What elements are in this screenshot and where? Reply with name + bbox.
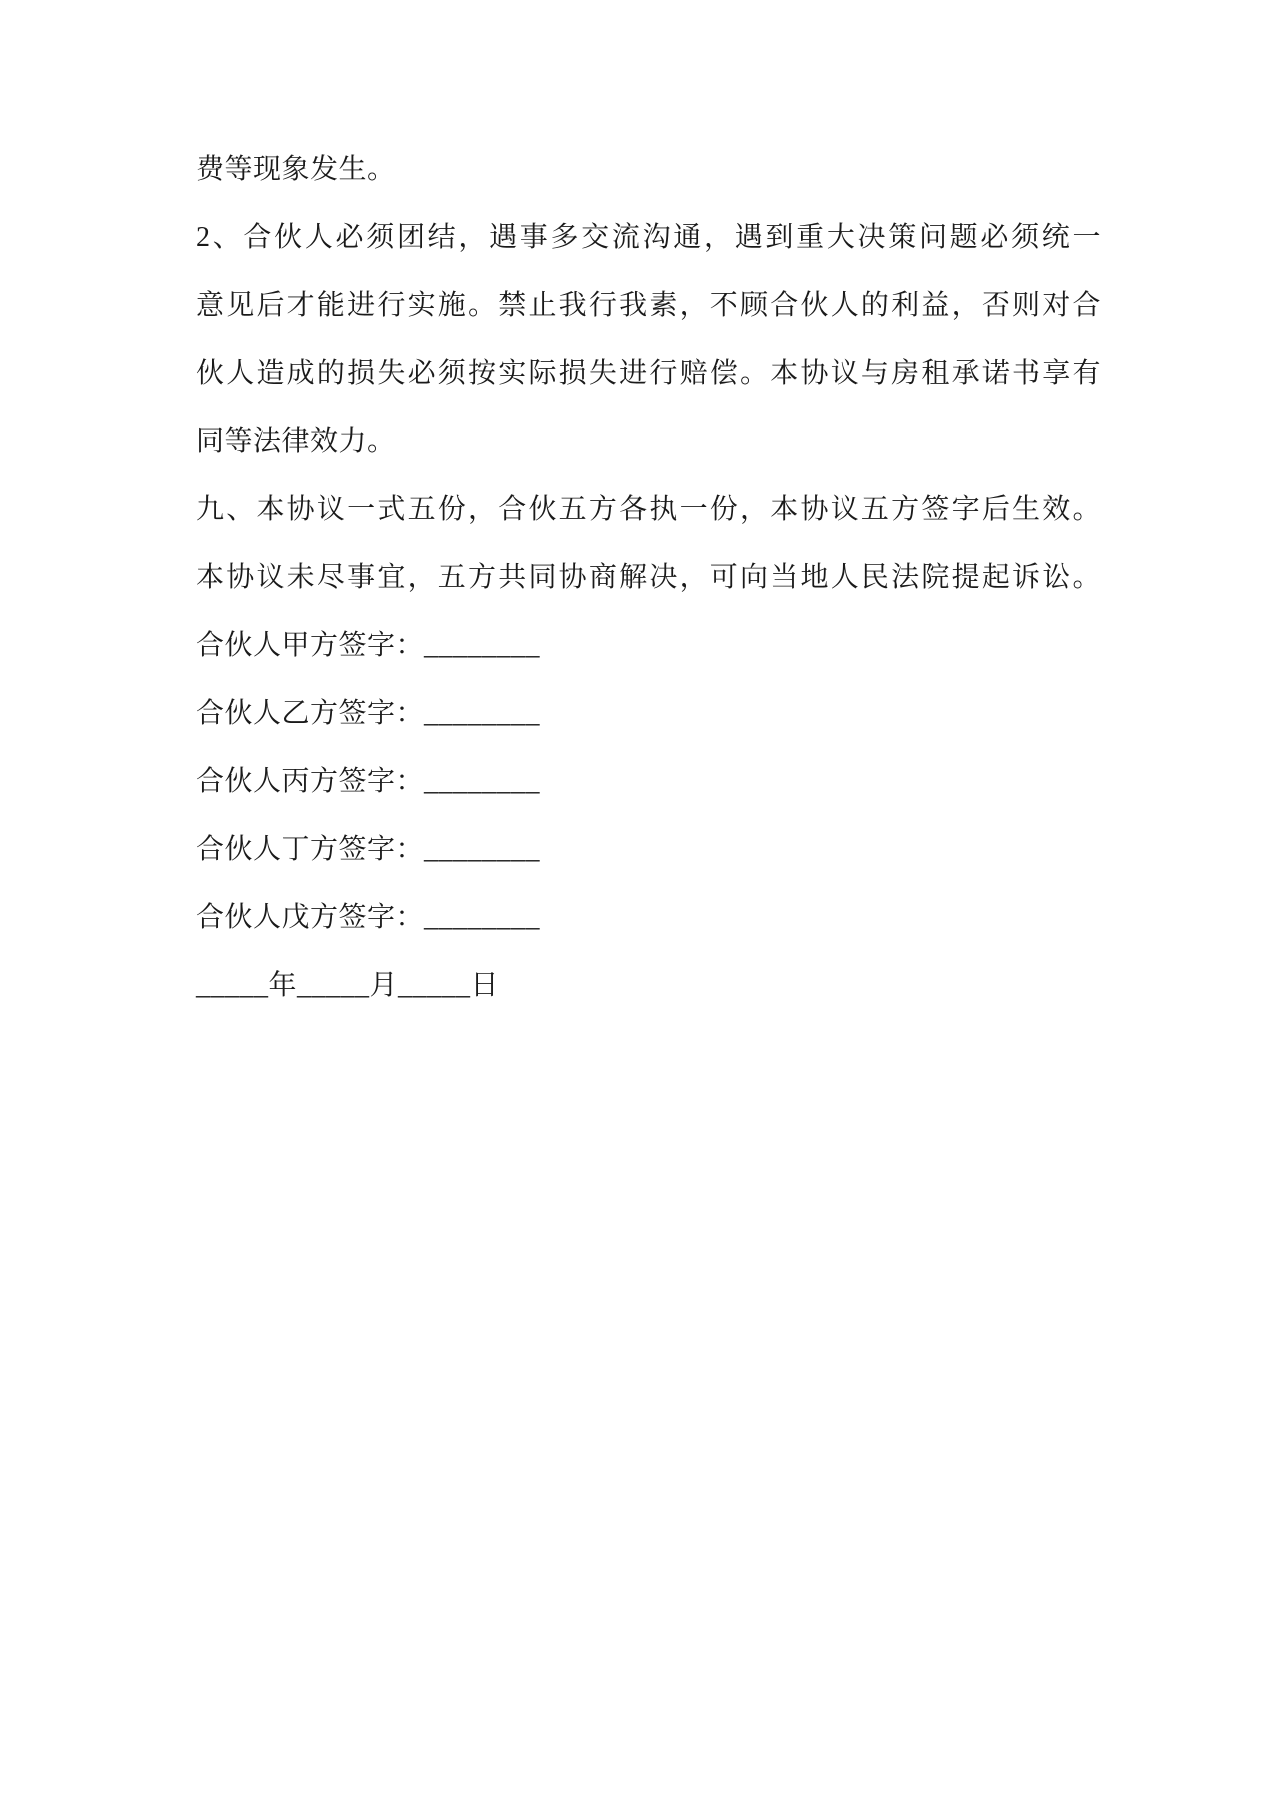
clause-9-line-1: 九、本协议一式五份，合伙五方各执一份，本协议五方签字后生效。 bbox=[196, 494, 1101, 525]
clause-2-line-3: 伙人造成的损失必须按实际损失进行赔偿。本协议与房租承诺书享有 bbox=[196, 358, 1101, 389]
clause-2-line-2: 意见后才能进行实施。禁止我行我素，不顾合伙人的利益，否则对合 bbox=[196, 290, 1101, 321]
document-content bbox=[196, 136, 1101, 1020]
signature-line-party-b: 合伙人乙方签字：________ bbox=[196, 698, 541, 729]
clause-2-line-4: 同等法律效力。 bbox=[196, 426, 396, 457]
signature-line-party-e: 合伙人戊方签字：________ bbox=[196, 902, 541, 933]
paragraph-continuation-line: 费等现象发生。 bbox=[196, 154, 396, 185]
clause-2-line-1: 2、合伙人必须团结，遇事多交流沟通，遇到重大决策问题必须统一 bbox=[196, 222, 1101, 253]
signature-line-party-a: 合伙人甲方签字：________ bbox=[196, 630, 541, 661]
signature-line-party-d: 合伙人丁方签字：________ bbox=[196, 834, 541, 865]
clause-9-line-2: 本协议未尽事宜，五方共同协商解决，可向当地人民法院提起诉讼。 bbox=[196, 562, 1101, 593]
signature-line-party-c: 合伙人丙方签字：________ bbox=[196, 766, 541, 797]
date-line: _____年_____月_____日 bbox=[196, 970, 500, 1001]
